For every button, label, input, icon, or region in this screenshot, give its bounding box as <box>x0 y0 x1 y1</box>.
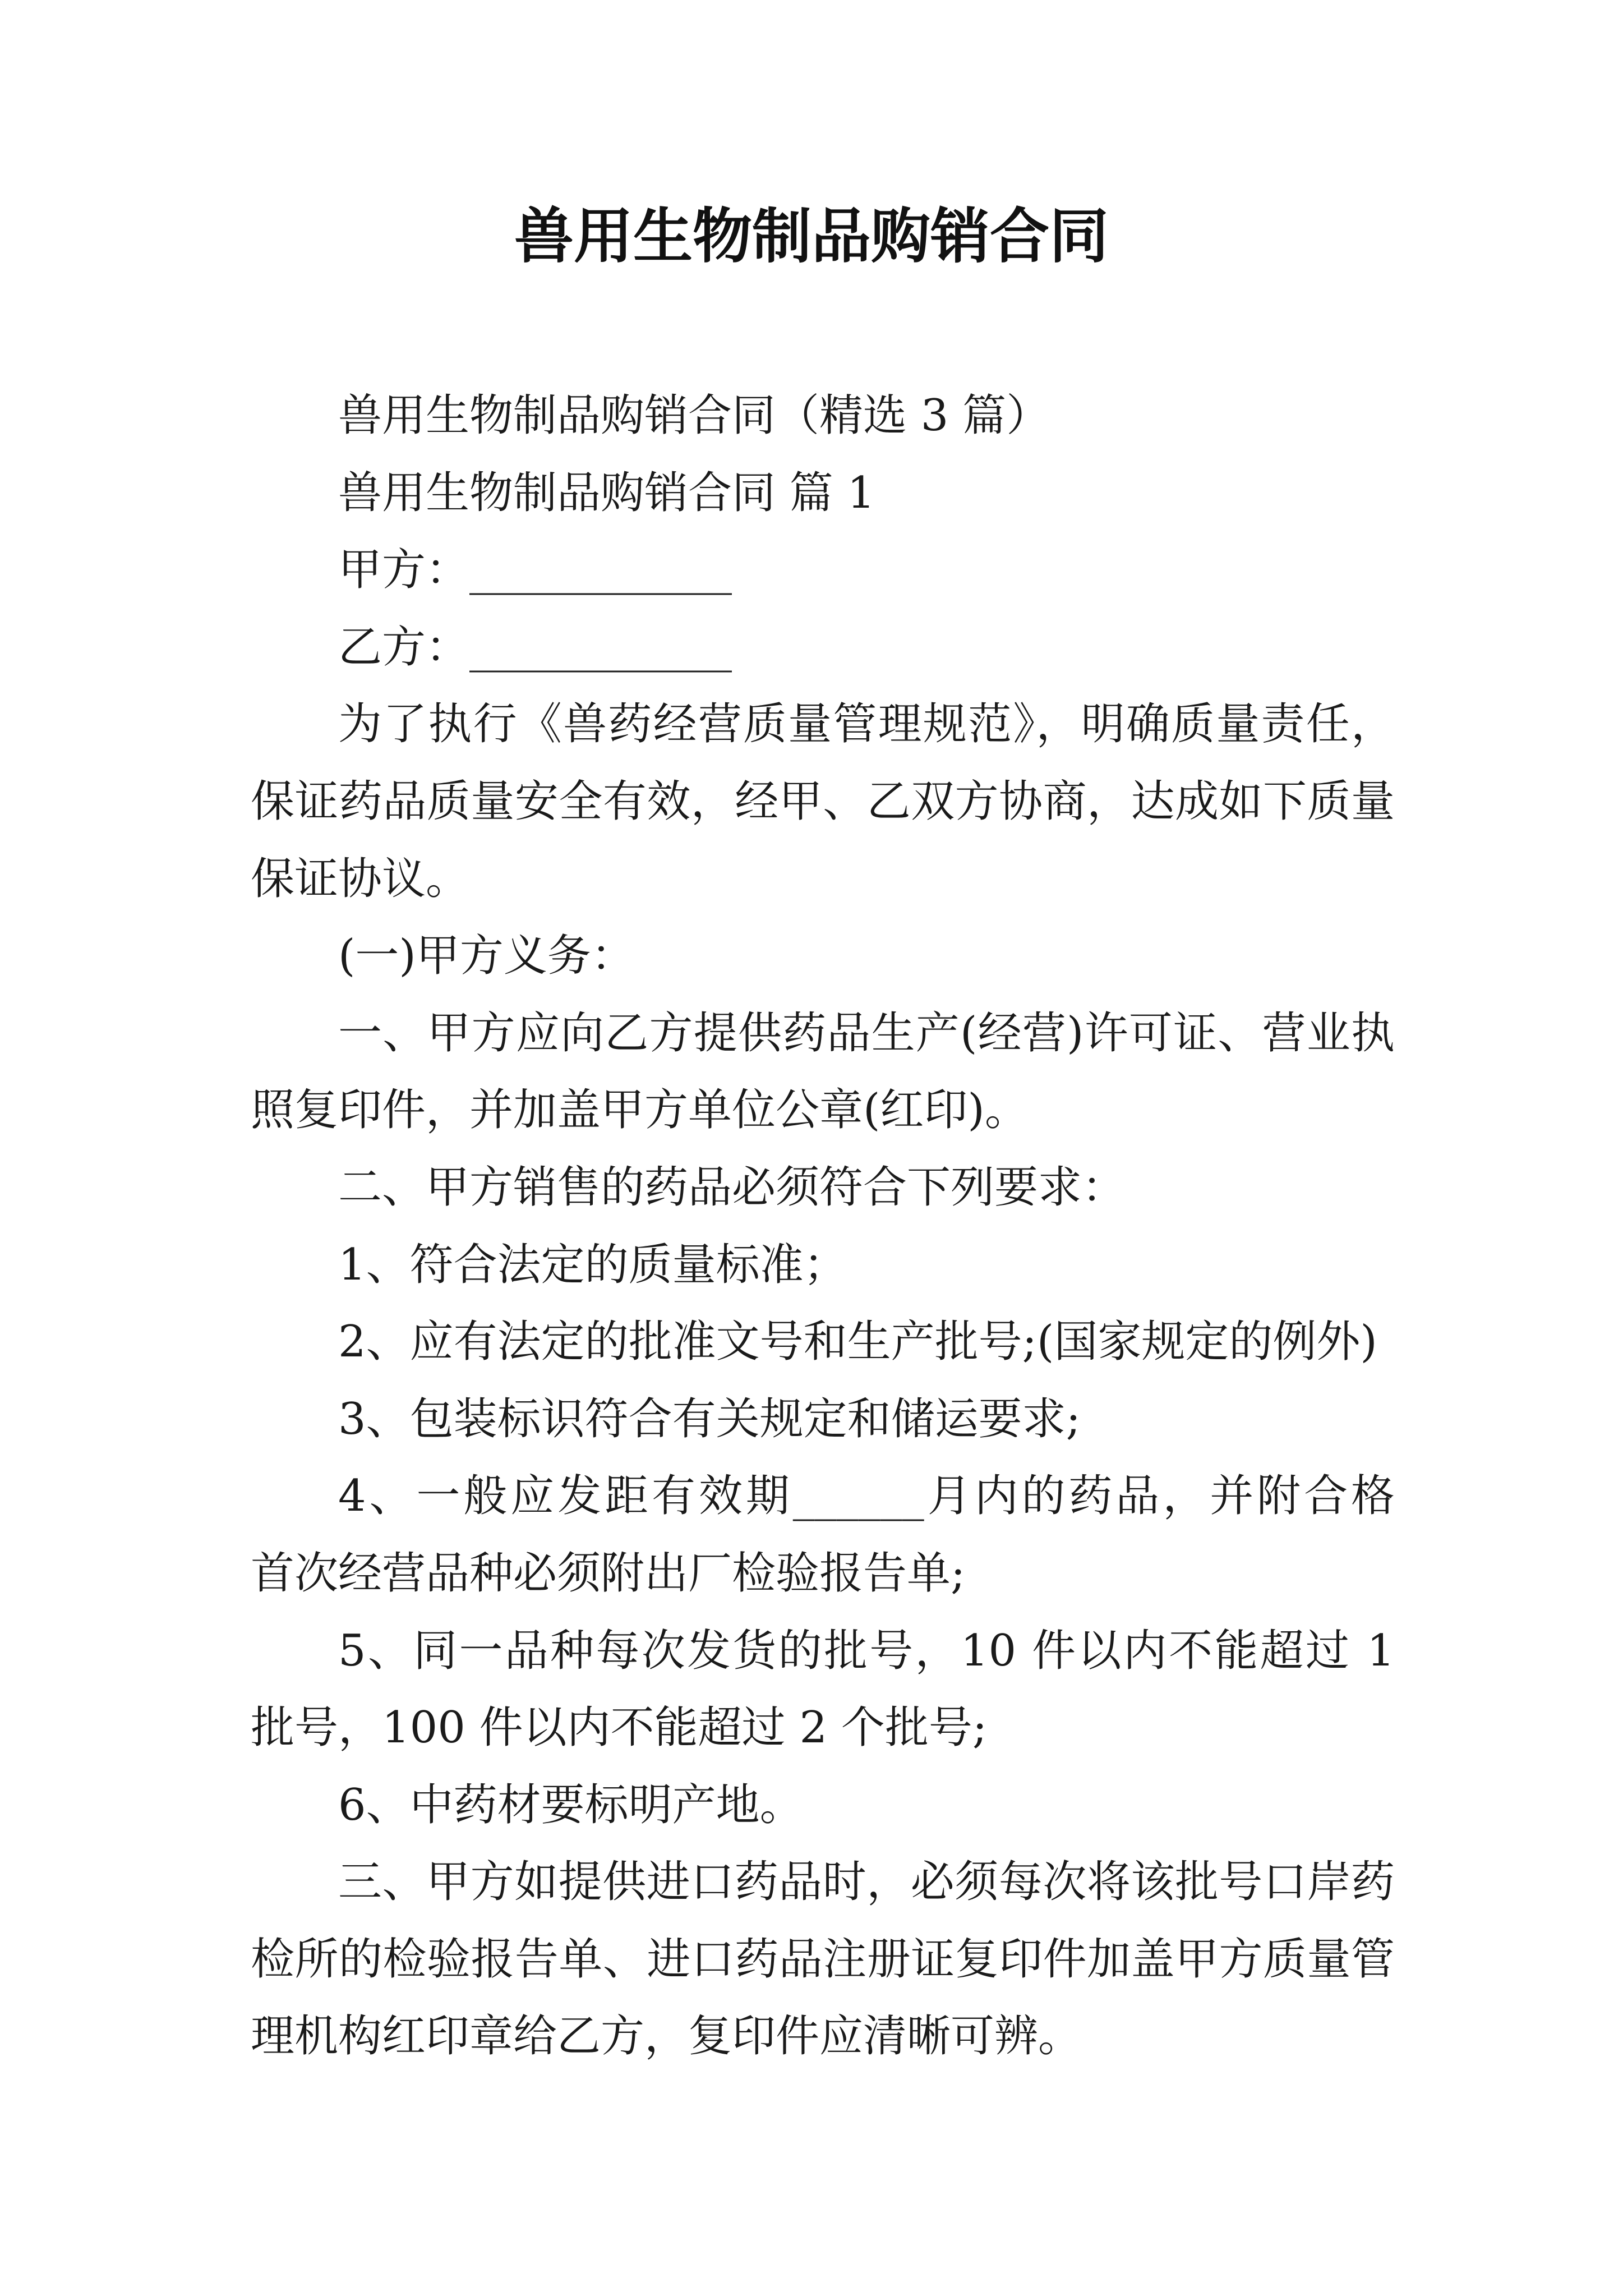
paragraph-line: 照复印件，并加盖甲方单位公章(红印)。 <box>251 1085 1029 1136</box>
paragraph-line: 首次经营品种必须附出厂检验报告单; <box>251 1548 966 1599</box>
paragraph-line: 检所的检验报告单、进口药品注册证复印件加盖甲方质量管 <box>251 1934 1395 1985</box>
paragraph-line: 批号，100 件以内不能超过 2 个批号; <box>251 1703 988 1754</box>
paragraph-line: 6、中药材要标明产地。 <box>338 1779 804 1830</box>
requirement-3 <box>251 1381 1395 1458</box>
paragraph-line: 5、同一品种每次发货的批号，10 件以内不能超过 1 <box>338 1625 1395 1676</box>
clause-2-requirements <box>251 1149 1395 1227</box>
party-a-field <box>251 532 1395 609</box>
paragraph-line: 1、符合法定的质量标准； <box>338 1239 847 1290</box>
document-title: 兽用生物制品购销合同 <box>514 201 1109 271</box>
article-heading <box>251 455 1395 532</box>
paragraph-line: 兽用生物制品购销合同 篇 1 <box>338 467 875 518</box>
paragraph-line: 保证药品质量安全有效，经甲、乙双方协商，达成如下质量 <box>251 776 1395 827</box>
paragraph-line: 甲方：____________ <box>338 545 732 596</box>
clause-1-licenses <box>251 995 1395 1149</box>
requirement-1 <box>251 1227 1395 1304</box>
requirement-2 <box>251 1304 1395 1381</box>
section-heading-party-a-obligations <box>251 918 1395 995</box>
paragraph-line: 3、包装标识符合有关规定和储运要求; <box>338 1393 1081 1444</box>
clause-3-imports <box>251 1844 1395 2076</box>
paragraph-line: 2、应有法定的批准文号和生产批号;(国家规定的例外) <box>338 1317 1377 1368</box>
requirement-4 <box>251 1458 1395 1612</box>
paragraph-line: 保证协议。 <box>251 853 470 904</box>
collection-heading <box>251 378 1395 455</box>
party-b-field <box>251 609 1395 687</box>
purpose-paragraph <box>251 686 1395 918</box>
paragraph-line: (一)甲方义务： <box>338 931 635 982</box>
document-body <box>251 378 1395 2076</box>
paragraph-line: 为了执行《兽药经营质量管理规范》，明确质量责任， <box>338 699 1395 750</box>
requirement-6 <box>251 1767 1395 1844</box>
paragraph-line: 三、甲方如提供进口药品时，必须每次将该批号口岸药 <box>338 1857 1395 1908</box>
paragraph-line: 兽用生物制品购销合同（精选 3 篇） <box>338 390 1050 441</box>
paragraph-line: 一、甲方应向乙方提供药品生产(经营)许可证、营业执 <box>338 1007 1395 1059</box>
paragraph-line: 4、一般应发距有效期______月内的药品，并附合格 <box>338 1471 1395 1522</box>
paragraph-line: 乙方：____________ <box>338 622 732 673</box>
requirement-5 <box>251 1613 1395 1767</box>
paragraph-line: 理机构红印章给乙方，复印件应清晰可辨。 <box>251 2011 1082 2062</box>
paragraph-line: 二、甲方销售的药品必须符合下列要求： <box>338 1162 1126 1213</box>
